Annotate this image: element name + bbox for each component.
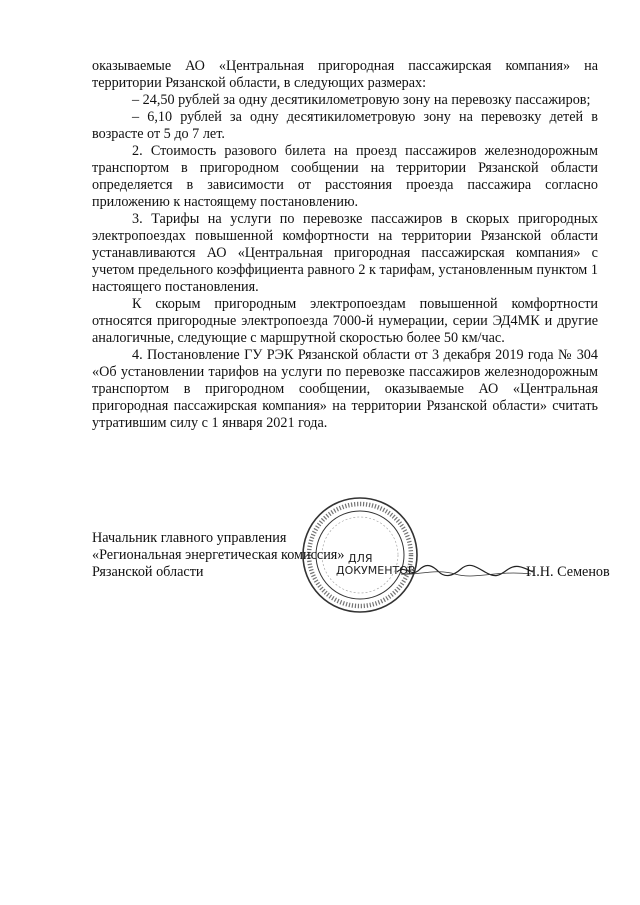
signer-name: Н.Н. Семенов: [526, 564, 610, 580]
paragraph-2: 2. Стоимость разового билета на проезд пассажиров железнодорожным транспортом в пригородном сообщении на территории Рязанской области определяется в зависимости от расстояния проезда пассажира согласно приложению к настоящему постановлению.: [92, 143, 598, 210]
paragraph-4: 4. Постановление ГУ РЭК Рязанской области от 3 декабря 2019 года № 304 «Об установлении тарифов на услуги по перевозке пассажиров железнодорожным транспортом в пригородном сообщении, оказываемые АО «Центральная пригородная пассажирская компания» на территории Рязанской области» считать утратившим силу с 1 января 2021 года.: [92, 347, 598, 431]
signature-block: [92, 530, 344, 581]
document-body: [92, 58, 598, 432]
signer-title-line2: «Региональная энергетическая комиссия»: [92, 547, 345, 563]
tariff-item-passengers: – 24,50 рублей за одну десятикилометровую зону на перевозку пассажиров;: [132, 92, 591, 108]
signer-title-line3: Рязанской области: [92, 564, 204, 580]
paragraph-continuation: оказываемые АО «Центральная пригородная пассажирская компания» на территории Рязанской области, в следующих размерах:: [92, 58, 598, 91]
tariff-item-children: – 6,10 рублей за одну десятикилометровую зону на перевозку детей в возрасте от 5 до 7 лет.: [92, 109, 598, 142]
handwritten-signature: [395, 560, 535, 582]
paragraph-3-note: К скорым пригородным электропоездам повышенной комфортности относятся пригородные электропоезда 7000-й нумерации, серии ЭД4МК и другие аналогичные, следующие с маршрутной скоростью более 50 км/час.: [92, 296, 598, 346]
paragraph-3: 3. Тарифы на услуги по перевозке пассажиров в скорых пригородных электропоездах повышенной комфортности на территории Рязанской области устанавливаются АО «Центральная пригородная пассажирская компания» с учетом предельного коэффициента равного 2 к тарифам, установленным пунктом 1 настоящего постановления.: [92, 211, 598, 295]
signer-title-line1: Начальник главного управления: [92, 530, 287, 546]
seal-label: ДЛЯ ДОКУМЕНТОВ: [336, 552, 416, 577]
